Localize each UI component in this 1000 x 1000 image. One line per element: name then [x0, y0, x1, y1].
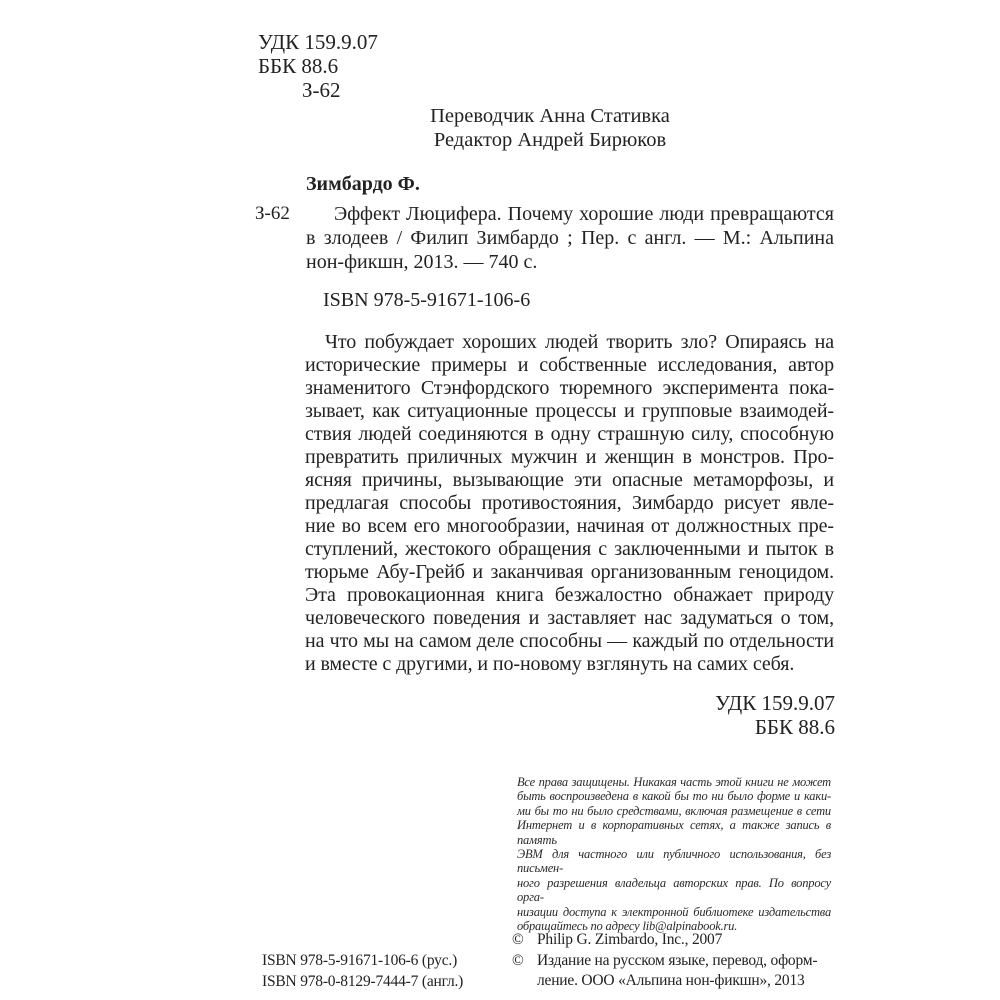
copyright-text-line: Издание на русском языке, перевод, оформ-: [537, 951, 818, 969]
text-line: тюрьме Абу-Грейб и заканчивая организованным геноцидом.: [305, 561, 834, 583]
author-sign-code: З-62: [302, 78, 341, 102]
text-line: предлагая способы противостояния, Зимбардо рисует явле-: [305, 492, 834, 514]
text-line: превратить приличных мужчин и женщин в монстров. Про-: [305, 446, 834, 468]
text-line: Что побуждает хороших людей творить зло? Опираясь на: [325, 331, 834, 353]
copyright-block: [512, 930, 842, 992]
credits-block: [300, 105, 800, 152]
copyright-symbol: ©: [512, 951, 524, 969]
isbn-english: ISBN 978-0-8129-7444-7 (англ.): [262, 972, 464, 990]
text-line: Все права защищены. Никакая часть этой книги не может: [517, 775, 831, 789]
catalog-author: Зимбардо Ф.: [306, 173, 420, 195]
text-line: на что мы на самом деле способны — каждый по отдельности: [305, 630, 834, 652]
text-line: нон-фикшн, 2013. — 740 с.: [306, 251, 538, 273]
top-codes-block: [258, 30, 378, 102]
text-line: обращайтесь по адресу lib@alpinabook.ru.: [517, 919, 738, 934]
text-line: Эффект Люцифера. Почему хорошие люди превращаются: [334, 203, 834, 225]
isbn-russian: ISBN 978-5-91671-106-6 (рус.): [262, 952, 458, 969]
bbk-code: ББК 88.6: [258, 54, 339, 78]
editor-credit: Редактор Андрей Бирюков: [433, 128, 667, 151]
bottom-codes-block: [600, 692, 835, 739]
catalog-sign: З-62: [255, 203, 290, 224]
isbn-block: [262, 951, 463, 992]
copyright-russian-edition: [512, 951, 842, 992]
isbn-number: ISBN 978-5-91671-106-6: [323, 289, 531, 311]
text-line: зывает, как ситуационные процессы и групповые взаимодей-: [305, 400, 834, 422]
catalog-description: [306, 202, 834, 274]
annotation-paragraph: [305, 331, 834, 676]
text-line: и вместе с другими, и по-новому взглянуть на самих себя.: [305, 653, 795, 675]
translator-credit: Переводчик Анна Стативка: [430, 105, 670, 127]
text-line: низации доступа к электронной библиотеке издательства: [517, 904, 831, 919]
copyright-text-line: Philip G. Zimbardo, Inc., 2007: [537, 931, 723, 948]
text-line: человеческого поведения и заставляет нас задуматься о том,: [305, 607, 834, 629]
text-line: Интернет и в корпоративных сетях, а также запись в память: [517, 818, 831, 847]
text-line: исторические примеры и собственные исследования, автор: [305, 354, 834, 376]
rights-notice: [517, 775, 831, 933]
text-line: ного разрешения владельца авторских прав. По вопросу орга-: [517, 875, 831, 905]
copyright-original: [512, 930, 842, 951]
text-line: в злодеев / Филип Зимбардо ; Пер. с англ. — М.: Альпина: [306, 227, 834, 249]
text-line: ЭВМ для частного или публичного использования, без письмен-: [517, 847, 831, 876]
text-line: ми бы то ни было средствами, включая размещение в сети: [517, 803, 831, 818]
copyright-symbol: ©: [512, 931, 524, 948]
udk-code: УДК 159.9.07: [258, 30, 378, 54]
text-line: ние во всем его многообразии, начиная от должностных пре-: [305, 515, 834, 537]
text-line: ясняя причины, вызывающие эти опасные метаморфозы, и: [305, 469, 834, 491]
bbk-code-bottom: ББК 88.6: [754, 714, 835, 739]
text-line: ствия людей соединяются в одну страшную силу, способную: [305, 423, 834, 445]
udk-code-bottom: УДК 159.9.07: [715, 691, 835, 715]
text-line: Эта провокационная книга безжалостно обнажает природу: [305, 584, 834, 606]
copyright-text-line: ление. ООО «Альпина нон-фикшн», 2013: [537, 972, 805, 989]
text-line: знаменитого Стэнфордского тюремного эксперимента пока-: [305, 377, 834, 399]
text-line: ступлений, жестокого обращения с заключенными и пыток в: [305, 538, 834, 560]
text-line: быть воспроизведена в какой бы то ни было форме и каки-: [517, 789, 831, 804]
